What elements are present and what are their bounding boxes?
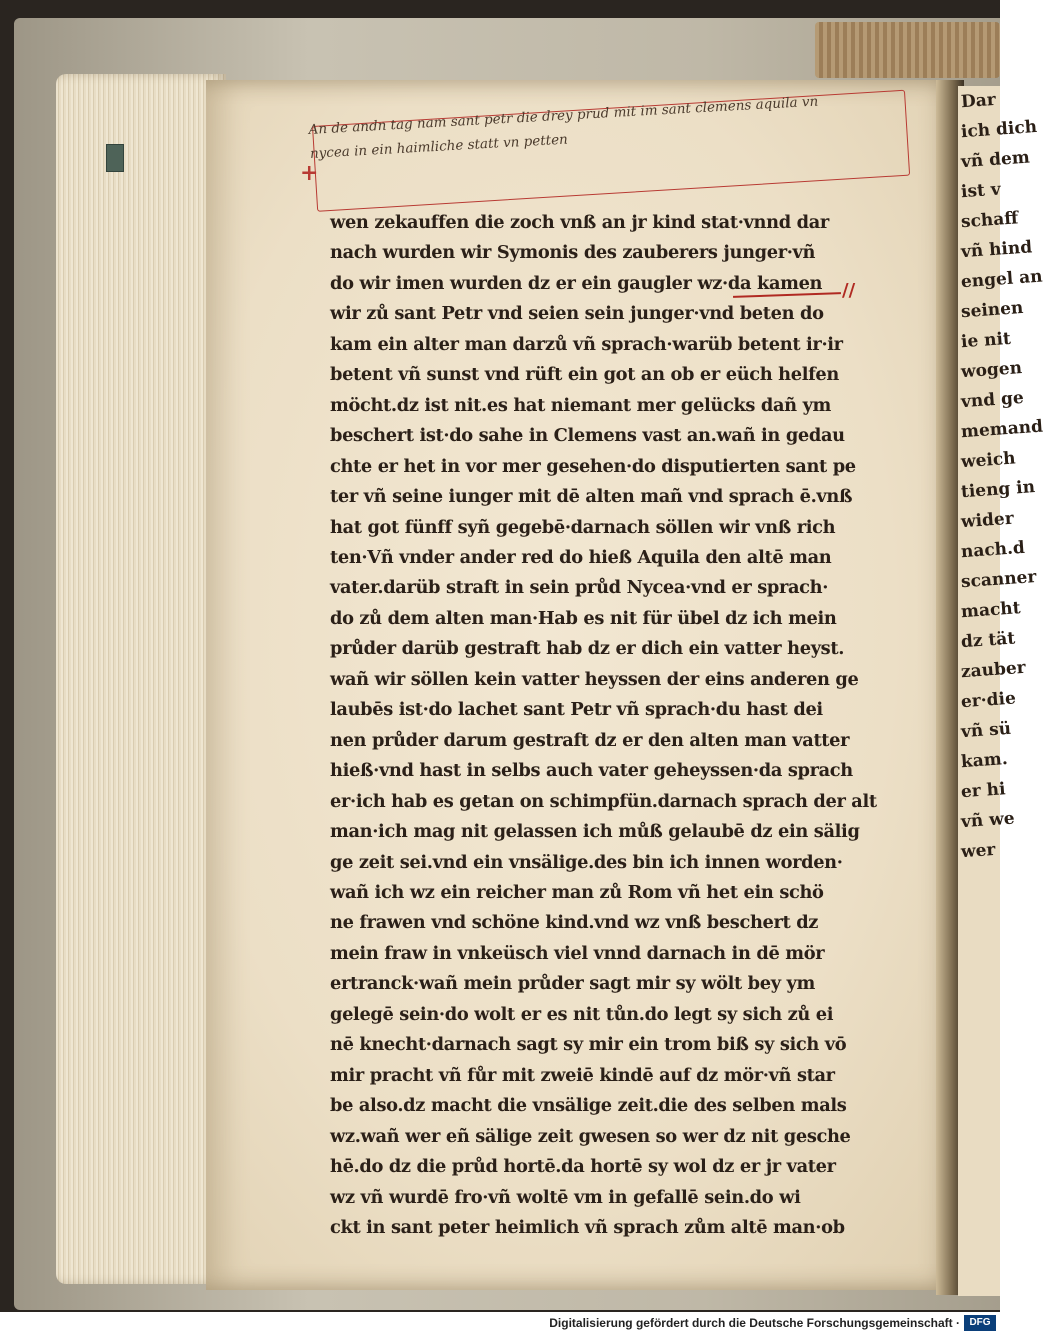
text-line: wz vñ wurdē fro·vñ woltē vm in gefallē sein.do wi	[330, 1186, 801, 1208]
facing-page-fragment: memand	[960, 416, 1044, 443]
text-line: nach wurden wir Symonis des zauberers junger·vñ	[330, 242, 816, 264]
text-line: wañ wir söllen kein vatter heyssen der eins anderen ge	[330, 668, 859, 690]
text-line: wir zů sant Petr vnd seien sein junger·vnd beten do	[330, 303, 824, 325]
facing-page-fragment: macht	[960, 598, 1022, 623]
facing-page-fragment: vñ we	[960, 808, 1016, 833]
facing-page-fragment: dz tät	[960, 628, 1016, 653]
text-line: man·ich mag nit gelassen ich můß gelaubē dz ein sälig	[330, 821, 860, 843]
text-line: kam ein alter man darzů vñ sprach·warüb betent ir·ir	[330, 333, 843, 355]
facing-page-fragment: vnd ge	[960, 387, 1025, 413]
text-line: ge zeit sei.vnd ein vnsälige.des bin ich innen worden·	[330, 851, 843, 873]
text-line: chte er het in vor mer gesehen·do disputierten sant pe	[330, 455, 856, 477]
text-line: hat got fünff syñ gegebē·darnach söllen wir vnß rich	[330, 516, 836, 538]
text-line: laubēs ist·do lachet sant Petr vñ sprach·du hast dei	[330, 699, 823, 721]
text-line: ten·Vñ vnder ander red do hieß Aquila den altē man	[330, 546, 832, 568]
text-line: be also.dz macht die vnsälige zeit.die des selben mals	[330, 1095, 847, 1117]
facing-page-fragment: er·die	[960, 688, 1017, 713]
text-line: beschert ist·do sahe in Clemens vast an.wañ in gedau	[330, 425, 845, 447]
credit-footer	[0, 1312, 1000, 1335]
facing-page-fragment: seinen	[960, 297, 1024, 323]
text-line: do zů dem alten man·Hab es nit für übel dz ich mein	[330, 607, 837, 629]
text-line: průder darüb gestraft hab dz er dich ein vatter heyst.	[330, 638, 845, 660]
text-line: mir pracht vñ fůr mit zweiē kindē auf dz mör·vñ star	[330, 1064, 835, 1086]
facing-page-fragment: kam.	[960, 749, 1009, 773]
funding-credit: Digitalisierung gefördert durch die Deutsche Forschungsgemeinschaft ·	[549, 1316, 960, 1330]
dfg-logo: DFG	[964, 1315, 996, 1331]
marginal-note-line: An de andn tag nam sant petr die drey prud mit im sant clemens aquila vn	[308, 93, 819, 138]
text-line: wz.wañ wer eñ sälige zeit gwesen so wer dz nit gesche	[330, 1125, 851, 1147]
facing-page-fragment: schaff	[960, 208, 1019, 233]
text-line: do wir imen wurden dz er ein gaugler wz·da kamen	[330, 272, 823, 294]
text-line: ertranck·wañ mein průder sagt mir sy wölt bey ym	[330, 973, 815, 995]
text-line: mein fraw in vnkeüsch viel vnnd darnach in dē mör	[330, 942, 825, 964]
text-line: nen průder darum gestraft dz er den alten man vatter	[330, 729, 850, 751]
facing-page-fragment: er hi	[960, 779, 1007, 803]
book-headband	[815, 22, 1000, 78]
text-line: betent vñ sunst vnd rüft ein got an ob er eüch helfen	[330, 364, 839, 386]
facing-page-fragment: wogen	[960, 358, 1023, 383]
text-line: nē knecht·darnach sagt sy mir ein trom biß sy sich vō	[330, 1034, 847, 1056]
facing-page-fragment: wider	[960, 508, 1015, 533]
facing-page-fragment: Dar	[960, 89, 997, 113]
facing-page-fragment: scanner	[960, 567, 1037, 593]
text-line: wen zekauffen die zoch vnß an jr kind stat·vnnd dar	[330, 212, 829, 233]
text-line: ter vñ seine iunger mit dē alten mañ vnd sprach ē.vnß	[330, 486, 853, 508]
text-line: gelegē sein·do wolt er es nit tůn.do legt sy sich zů ei	[330, 1003, 834, 1025]
red-correction-mark: //	[842, 280, 856, 301]
text-line: vater.darüb straft in sein průd Nycea·vnd er sprach·	[330, 577, 829, 599]
facing-page-fragment: ie nit	[960, 328, 1012, 353]
facing-page-fragment: nach.d	[960, 537, 1026, 563]
text-line: er·ich hab es getan on schimpfün.darnach sprach der alt	[330, 790, 877, 812]
facing-page-fragment: vñ dem	[960, 147, 1031, 173]
text-line: hieß·vnd hast in selbs auch vater geheyssen·da sprach	[330, 760, 853, 782]
text-line: ne frawen vnd schöne kind.vnd wz vnß beschert dz	[330, 912, 819, 934]
facing-page-fragment: tieng in	[960, 477, 1036, 503]
facing-page-fragment: vñ hind	[960, 237, 1033, 263]
facing-page	[958, 86, 1044, 1296]
facing-page-fragment: engel an	[960, 266, 1044, 293]
facing-page-fragment: weich	[960, 448, 1017, 473]
text-line: möcht.dz ist nit.es hat niemant mer gelücks dañ ym	[330, 394, 832, 416]
bookmark-tab	[106, 144, 124, 172]
facing-page-fragment: vñ sü	[960, 718, 1012, 743]
page-text-block	[330, 208, 878, 1243]
facing-page-fragment: ist v	[960, 179, 1002, 203]
text-line: ckt in sant peter heimlich vñ sprach zům altē man·ob	[330, 1216, 845, 1238]
facing-page-fragment: wer	[960, 839, 997, 863]
marginal-note-mark: +	[300, 160, 319, 186]
text-line: hē.do dz die průd hortē.da hortē sy wol dz er jr vater	[330, 1156, 836, 1178]
page-edge-stack	[56, 74, 226, 1284]
facing-page-fragment: ich dich	[960, 116, 1038, 143]
text-line: wañ ich wz ein reicher man zů Rom vñ het ein schö	[330, 881, 824, 903]
marginal-note-line: nycea in ein haimliche statt vn petten	[309, 131, 569, 162]
facing-page-fragment: zauber	[960, 657, 1027, 683]
